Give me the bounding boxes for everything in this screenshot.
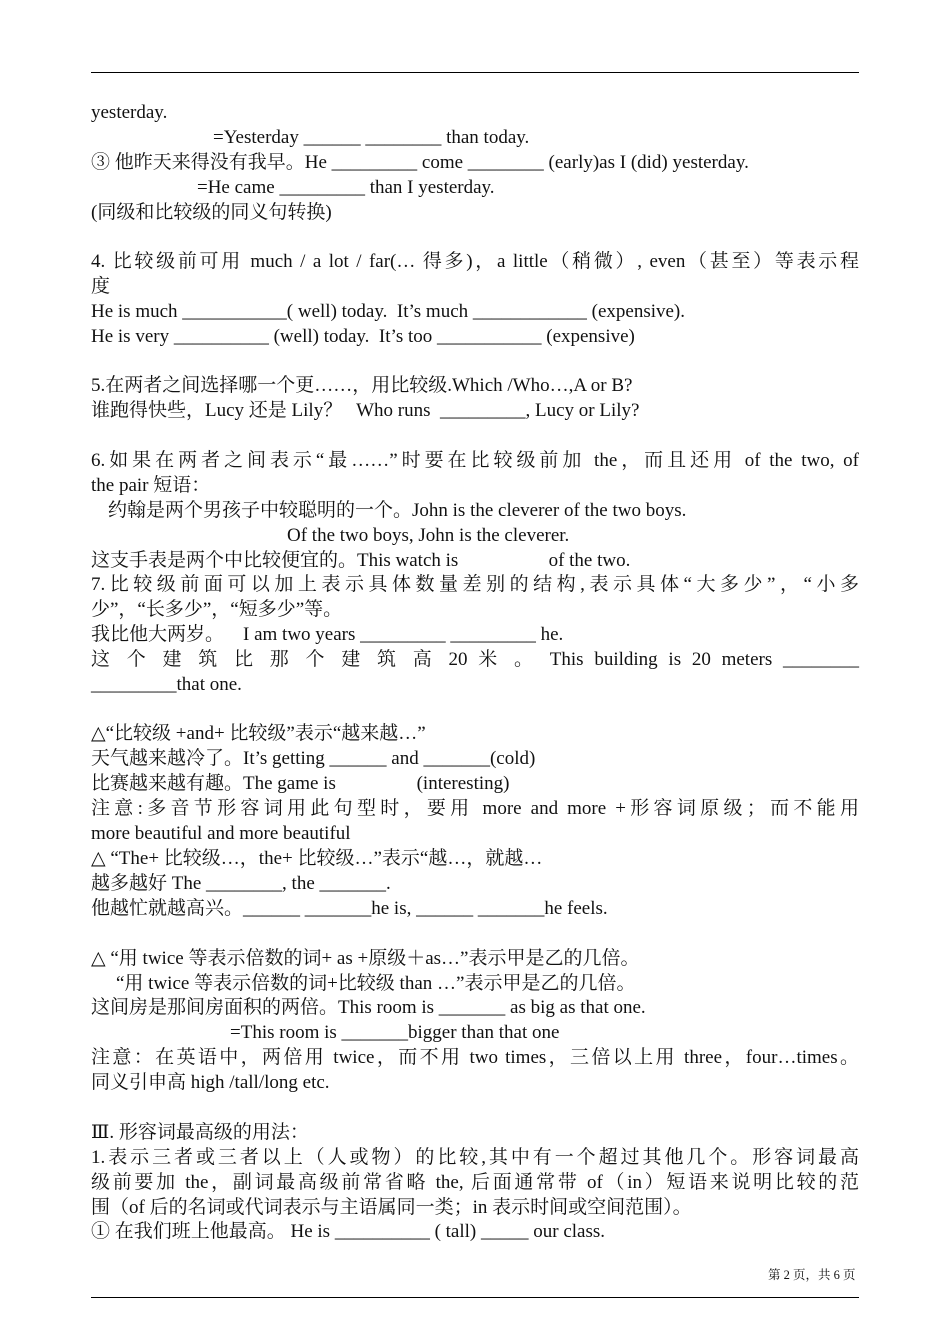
text-line: the pair 短语： bbox=[91, 475, 211, 496]
text-line: 6.如果在两者之间表示“最……”时要在比较级前加 the，而且还用 of the two, of bbox=[91, 450, 859, 471]
text-line: “用 twice 等表示倍数的词+比较级 than …”表示甲是乙的几倍。 bbox=[116, 973, 636, 994]
text-line: 级前要加 the，副词最高级前常省略 the, 后面通常带 of（in）短语来说明比较的范 bbox=[91, 1172, 859, 1193]
text-line: 5.在两者之间选择哪一个更……，用比较级.Which /Who…,A or B? bbox=[91, 375, 633, 396]
text-line: 这 个 建 筑 比 那 个 建 筑 高 20 米 。 This building is 20 meters ________ bbox=[91, 649, 859, 670]
text-line: 比赛越来越有趣。The game is (interesting) bbox=[91, 773, 510, 794]
text-line: =This room is _______bigger than that one bbox=[230, 1022, 560, 1043]
text-line: =He came _________ than I yesterday. bbox=[197, 177, 495, 198]
text-line: 7.比较级前面可以加上表示具体数量差别的结构,表示具体“大多少”，“小多 bbox=[91, 574, 859, 595]
section-heading: Ⅲ. 形容词最高级的用法： bbox=[91, 1122, 309, 1143]
text-line: more beautiful and more beautiful bbox=[91, 823, 351, 844]
text-line: 这支手表是两个中比较便宜的。This watch is of the two. bbox=[91, 550, 631, 571]
text-line: 度 bbox=[91, 276, 111, 297]
text-line: △ “用 twice 等表示倍数的词+ as +原级＋as…”表示甲是乙的几倍。 bbox=[91, 948, 640, 969]
text-line: 约翰是两个男孩子中较聪明的一个。John is the cleverer of the two boys. bbox=[108, 500, 687, 521]
text-line: 他越忙就越高兴。______ _______he is, ______ _______he feels. bbox=[91, 898, 608, 919]
text-line: 越多越好 The ________, the _______. bbox=[91, 873, 391, 894]
text-line: 同义引申高 high /tall/long etc. bbox=[91, 1072, 330, 1093]
text-line: △ “The+ 比较级…，the+ 比较级…”表示“越…，就越… bbox=[91, 848, 543, 869]
text-line: He is very __________ (well) today. It’s too ___________ (expensive) bbox=[91, 326, 635, 347]
text-line: 天气越来越冷了。It’s getting ______ and _______(cold) bbox=[91, 748, 536, 769]
text-line: yesterday. bbox=[91, 102, 168, 123]
text-line: 我比他大两岁。 I am two years _________ _________ he. bbox=[91, 624, 564, 645]
text-line: ③ 他昨天来得没有我早。He _________ come ________ (early)as I (did) yesterday. bbox=[91, 152, 749, 173]
text-line: Of the two boys, John is the cleverer. bbox=[287, 525, 570, 546]
text-line: △“比较级 +and+ 比较级”表示“越来越…” bbox=[91, 723, 426, 744]
text-line: He is much ___________( well) today. It’s much ____________ (expensive). bbox=[91, 301, 686, 322]
text-line: _________that one. bbox=[91, 674, 242, 695]
page-number: 第 2 页，共 6 页 bbox=[768, 1268, 856, 1282]
text-line: (同级和比较级的同义句转换) bbox=[91, 202, 332, 223]
text-line: ① 在我们班上他最高。 He is __________ ( tall) _____ our class. bbox=[91, 1221, 606, 1242]
footer-rule bbox=[91, 1297, 859, 1298]
text-line: 谁跑得快些，Lucy 还是 Lily？ Who runs _________, Lucy or Lily? bbox=[91, 400, 640, 421]
header-rule bbox=[91, 72, 859, 73]
text-line: 注意:多音节形容词用此句型时，要用 more and more +形容词原级；而不能用 bbox=[91, 798, 859, 819]
text-line: =Yesterday ______ ________ than today. bbox=[213, 127, 530, 148]
text-line: 这间房是那间房面积的两倍。This room is _______ as big as that one. bbox=[91, 997, 646, 1018]
text-line: 4. 比较级前可用 much / a lot / far(… 得多)，a little（稍微）, even（甚至）等表示程 bbox=[91, 251, 859, 272]
text-line: 注意：在英语中，两倍用 twice，而不用 two times，三倍以上用 three，four…times。 bbox=[91, 1047, 859, 1068]
text-line: 围（of 后的名词或代词表示与主语属同一类；in 表示时间或空间范围）。 bbox=[91, 1197, 692, 1218]
text-line: 少”，“长多少”，“短多少”等。 bbox=[91, 599, 343, 620]
text-line: 1.表示三者或三者以上（人或物）的比较,其中有一个超过其他几个。形容词最高 bbox=[91, 1147, 859, 1168]
